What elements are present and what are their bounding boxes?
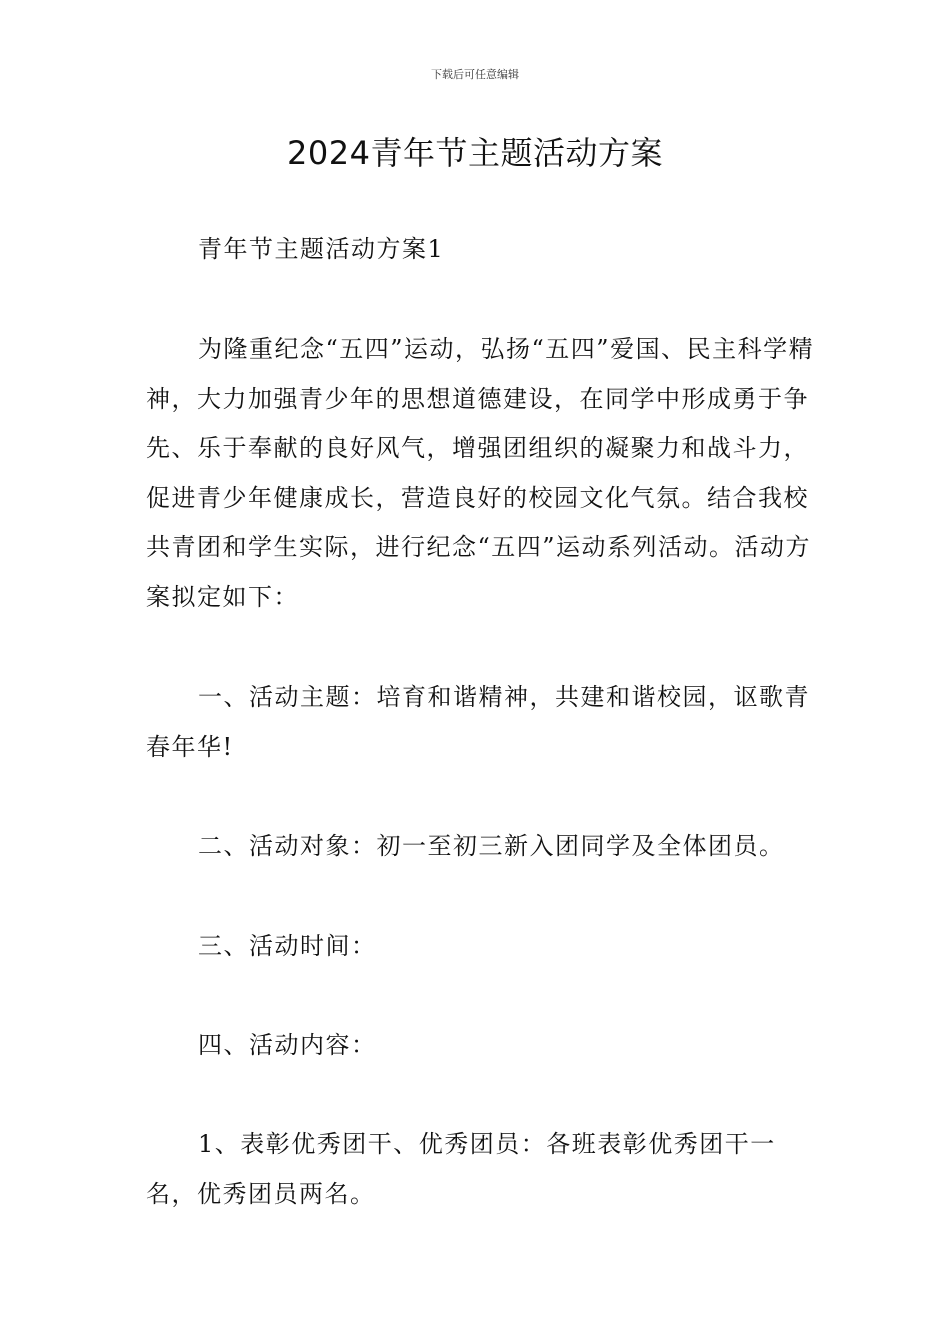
header-note: 下载后可任意编辑 [431, 68, 519, 81]
activity-time-paragraph: 三、活动时间： [198, 932, 377, 960]
activity-theme-paragraph: 一、活动主题：培育和谐精神，共建和谐校园，讴歌青春年华! [146, 683, 810, 761]
activity-content-paragraph: 四、活动内容： [198, 1031, 377, 1059]
section-heading-container [146, 225, 818, 275]
commendation-paragraph: 1、表彰优秀团干、优秀团员：各班表彰优秀团干一名，优秀团员两名。 [146, 1130, 776, 1208]
section-heading: 青年节主题活动方案1 [198, 235, 445, 263]
intro-paragraph-container [146, 325, 818, 622]
activity-content-container [146, 1021, 818, 1071]
intro-paragraph: 为隆重纪念“五四”运动，弘扬“五四”爱国、民主科学精神，大力加强青少年的思想道德建设，在同学中形成勇于争先、乐于奉献的良好风气，增强团组织的凝聚力和战斗力，促进青少年健康成长，营造良好的校园文化气氛。结合我校共青团和学生实际，进行纪念“五四”运动系列活动。活动方案拟定如下： [146, 335, 815, 611]
activity-time-container [146, 922, 818, 972]
commendation-container [146, 1120, 818, 1219]
activity-target-paragraph: 二、活动对象：初一至初三新入团同学及全体团员。 [198, 832, 785, 860]
activity-theme-container [146, 673, 818, 772]
activity-target-container [146, 822, 818, 872]
document-title: 2024青年节主题活动方案 [287, 134, 663, 172]
